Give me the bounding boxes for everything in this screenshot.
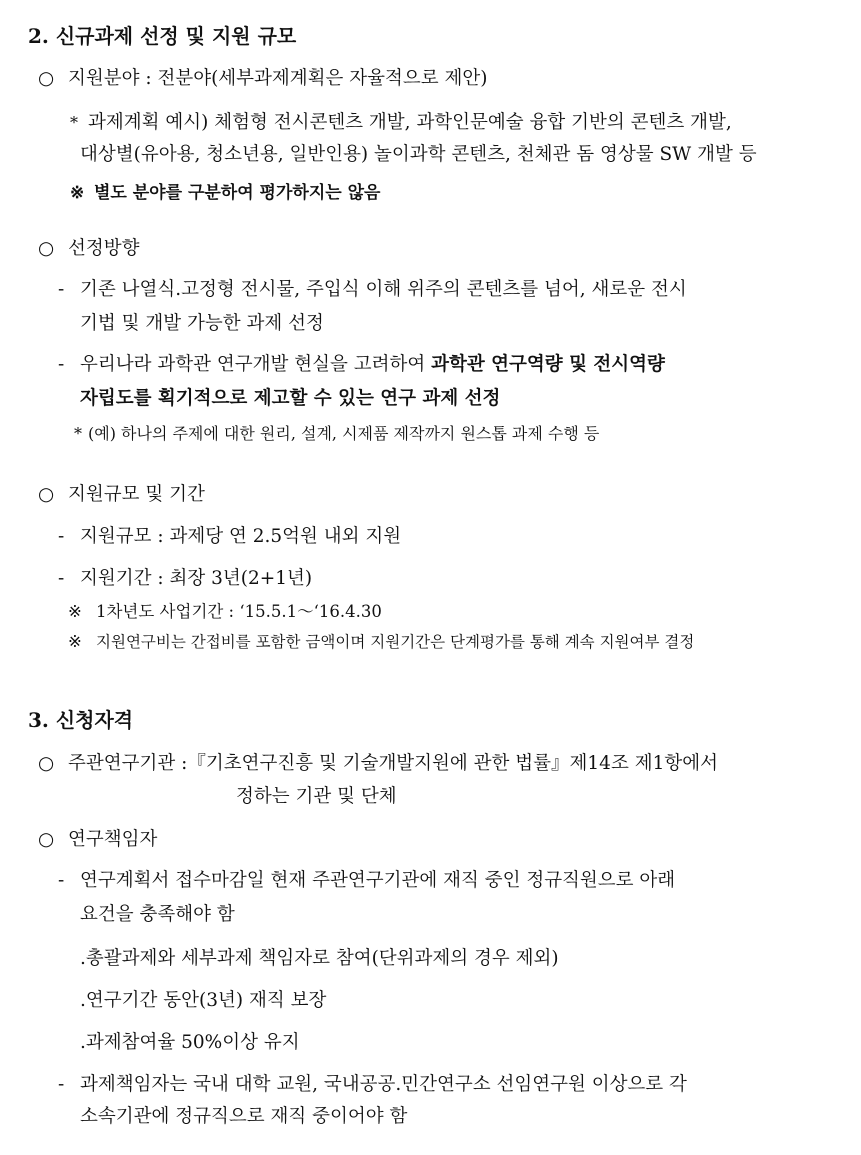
- section2-title: 2. 신규과제 선정 및 지원 규모: [28, 24, 297, 48]
- direction-item1-line2: 기법 및 개발 가능한 과제 선정: [80, 313, 324, 334]
- pi-item1-text1: 연구계획서 접수마감일 현재 주관연구기관에 재직 중인 정규직원으로 아래: [80, 870, 676, 891]
- direction-item2-bold2: 자립도를 획기적으로 제고할 수 있는 연구 과제 선정: [80, 388, 501, 409]
- pi-sub3: .과제참여율 50%이상 유지: [80, 1032, 300, 1053]
- direction-item2-line1: [58, 354, 665, 376]
- direction-item2-plain: 우리나라 과학관 연구개발 현실을 고려하여: [80, 354, 432, 375]
- dash-bullet: -: [58, 1074, 65, 1095]
- circle-bullet: ○: [38, 484, 55, 505]
- reference-mark: ※: [68, 632, 82, 651]
- circle-bullet: ○: [38, 68, 55, 89]
- scale-item2: [58, 568, 312, 590]
- asterisk-marker: *: [70, 113, 78, 132]
- field-example-text1: 과제계획 예시) 체험형 전시콘텐츠 개발, 과학인문예술 융합 기반의 콘텐츠 개발,: [88, 112, 732, 133]
- pi-item2-line2: 소속기관에 정규직으로 재직 중이어야 함: [80, 1106, 408, 1127]
- host-item: [38, 753, 718, 775]
- scale-note1-text: 1차년도 사업기간 : ‘15.5.1～‘16.4.30: [96, 602, 382, 621]
- scale-note1: [68, 602, 382, 622]
- direction-item1-text1: 기존 나열식.고정형 전시물, 주입식 이해 위주의 콘텐츠를 넘어, 새로운 전시: [80, 279, 687, 300]
- field-item: [38, 68, 487, 90]
- dash-bullet: -: [58, 568, 65, 589]
- direction-example-text: (예) 하나의 주제에 대한 원리, 설계, 시제품 제작까지 원스톱 과제 수행 등: [88, 424, 600, 443]
- pi-item1-line1: [58, 870, 675, 892]
- circle-bullet: ○: [38, 829, 55, 850]
- circle-bullet: ○: [38, 753, 55, 774]
- field-text: 지원분야 : 전분야(세부과제계획은 자율적으로 제안): [68, 68, 488, 89]
- field-example-line2: 대상별(유아용, 청소년용, 일반인용) 놀이과학 콘텐츠, 천체관 돔 영상물 SW 개발 등: [80, 144, 757, 165]
- scale-item1: [58, 526, 401, 548]
- direction-item2-bold1: 과학관 연구역량 및 전시역량: [431, 354, 665, 375]
- circle-bullet: ○: [38, 238, 55, 259]
- scale-note2: [68, 632, 694, 652]
- pi-title: 연구책임자: [68, 829, 158, 850]
- section3-title: 3. 신청자격: [28, 708, 134, 732]
- reference-mark: ※: [70, 183, 85, 203]
- pi-sub1: .총괄과제와 세부과제 책임자로 참여(단위과제의 경우 제외): [80, 948, 559, 969]
- dash-bullet: -: [58, 526, 65, 547]
- pi-item2-text1: 과제책임자는 국내 대학 교원, 국내공공.민간연구소 선임연구원 이상으로 각: [80, 1074, 687, 1095]
- dash-bullet: -: [58, 354, 65, 375]
- scale-item: [38, 484, 205, 506]
- pi-item: [38, 829, 157, 851]
- scale-note2-text: 지원연구비는 간접비를 포함한 금액이며 지원기간은 단계평가를 통해 계속 지원여부 결정: [96, 633, 695, 651]
- reference-mark: ※: [68, 602, 82, 621]
- dash-bullet: -: [58, 870, 65, 891]
- direction-item: [38, 238, 139, 260]
- pi-item1-line2: 요건을 충족해야 함: [80, 904, 235, 925]
- scale-item1-text: 지원규모 : 과제당 연 2.5억원 내외 지원: [80, 526, 402, 547]
- host-text2: 정하는 기관 및 단체: [236, 786, 397, 807]
- asterisk-marker: *: [74, 424, 82, 443]
- field-example-line1: [70, 112, 732, 134]
- scale-title: 지원규모 및 기간: [68, 484, 205, 505]
- scale-item2-text: 지원기간 : 최장 3년(2+1년): [80, 568, 313, 589]
- direction-item1-line1: [58, 279, 687, 301]
- pi-sub2: .연구기간 동안(3년) 재직 보장: [80, 990, 327, 1011]
- dash-bullet: -: [58, 279, 65, 300]
- host-text1: 주관연구기관 :『기초연구진흥 및 기술개발지원에 관한 법률』제14조 제1항에서: [68, 753, 718, 774]
- field-notice: [70, 183, 380, 203]
- direction-example: [74, 424, 599, 443]
- direction-item2-line2: [80, 388, 500, 410]
- field-notice-text: 별도 분야를 구분하여 평가하지는 않음: [94, 183, 381, 203]
- direction-title: 선정방향: [68, 238, 140, 259]
- pi-item2-line1: [58, 1074, 687, 1096]
